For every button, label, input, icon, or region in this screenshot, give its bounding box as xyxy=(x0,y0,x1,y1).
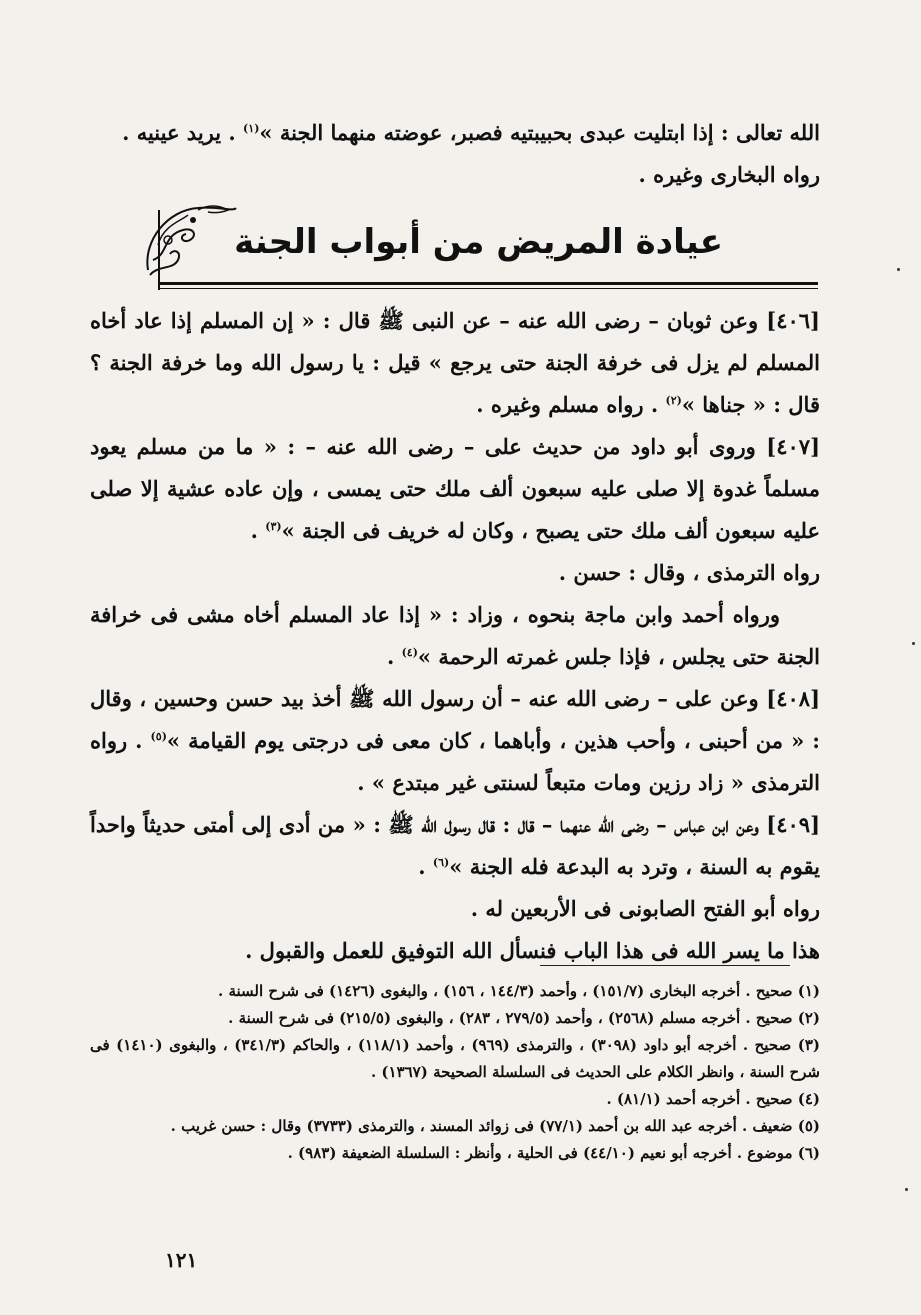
footnote-6: (٦) موضوع . أخرجه أبو نعيم (٤٤/١٠) فى الحلية ، وأنظر : السلسلة الضعيفة (٩٨٣) . xyxy=(287,1144,820,1162)
hadith-quote: من أحبنى ، وأحب هذين ، وأباهما ، كان معى فى درجتى يوم القيامة xyxy=(188,728,784,753)
hadith-quote: من أدى إلى أمتى حديثاً واحداً يقوم به السنة ، وترد به البدعة فله الجنة xyxy=(90,812,820,879)
main-text xyxy=(90,300,820,972)
chapter-heading xyxy=(138,200,818,296)
heading-frame-left-line xyxy=(158,210,160,290)
intro-line-2: رواه البخارى وغيره . xyxy=(638,162,820,187)
hadith-text: . رواه مسلم وغيره . xyxy=(476,392,659,417)
hadith-407 xyxy=(90,426,820,552)
footnote-3: (٣) صحيح . أخرجه أبو داود (٣٠٩٨) ، والترمذى (٩٦٩) ، وأحمد (١١٨/١) ، والحاكم (٣٤١/٣) ، والبغوى (١٤١٠) فى شرح السنة ، وانظر الكلام على الحديث فى السلسلة الصحيحة (١٣٦٧) . xyxy=(90,1036,821,1081)
intro-line-1 xyxy=(90,112,820,154)
hadith-text: . xyxy=(418,854,426,879)
hadith-407-addition xyxy=(90,594,820,678)
heading-underline-thin xyxy=(158,288,818,289)
hadith-text: » xyxy=(281,518,295,543)
hadith-text: وروى أبو داود من حديث على – رضى الله عنه – : « xyxy=(263,434,756,459)
hadith-number: [٤٠٨] xyxy=(766,686,821,711)
hadith-408 xyxy=(90,678,820,804)
hadith-text: » xyxy=(417,644,432,669)
hadith-406 xyxy=(90,300,820,426)
hadith-quote: إن المسلم إذا عاد أخاه المسلم لم يزل فى خرفة الجنة حتى يرجع xyxy=(90,308,821,375)
footnote-5: (٥) ضعيف . أخرجه عبد الله بن أحمد (٧٧/١) فى زوائد المسند ، والترمذى (٣٧٣٣) وقال : حسن غريب . xyxy=(170,1117,820,1135)
scan-speck xyxy=(912,642,915,645)
hadith-quote: ما من مسلم يعود مسلماً غدوة إلا صلى عليه سبعون ألف ملك حتى يمسى ، وإن عاده عشية إلا صلى عليه سبعون ألف ملك حتى يصبح ، وكان له خريف فى الجنة xyxy=(90,434,820,543)
scan-speck xyxy=(905,1188,908,1191)
hadith-text: ورواه أحمد وابن ماجة بنحوه ، وزاد : « xyxy=(428,602,780,627)
chapter-title: عيادة المريض من أبواب الجنة xyxy=(234,222,723,262)
footnote-4: (٤) صحيح . أخرجه أحمد (٨١/١) . xyxy=(606,1090,820,1108)
hadith-number: [٤٠٩] xyxy=(766,812,820,837)
footnote-ref[interactable]: (٢) xyxy=(665,394,682,407)
footnote-ref[interactable]: (٤) xyxy=(401,646,418,659)
hadith-quote: زاد رزين ومات متبعاً لسنتى غير مبتدع xyxy=(392,770,724,795)
hadith-text: » xyxy=(449,854,463,879)
footnote-ref[interactable]: (٦) xyxy=(432,856,450,869)
hadith-409 xyxy=(90,804,820,888)
hadith-number: [٤٠٧] xyxy=(766,434,820,459)
hadith-quote: إذا عاد المسلم أخاه مشى فى خرافة الجنة حتى يجلس ، فإذا جلس غمرته الرحمة xyxy=(90,602,820,669)
hadith-text: » xyxy=(681,392,695,417)
closing-line: هذا ما يسر الله فى هذا الباب فنسأل الله التوفيق للعمل والقبول . xyxy=(245,938,820,963)
hadith-409-source: رواه أبو الفتح الصابونى فى الأربعين له . xyxy=(470,896,820,921)
hadith-text: وعن ابن عباس – رضى الله عنهما – قال : قال رسول الله ﷺ : « xyxy=(352,812,759,837)
hadith-text: » xyxy=(166,728,181,753)
intro-line-1-rest: . يريد عينيه . xyxy=(122,120,236,145)
footnotes xyxy=(90,978,820,1167)
hadith-407-source: رواه الترمذى ، وقال : حسن . xyxy=(558,560,820,585)
scan-speck xyxy=(897,268,900,271)
hadith-text: وعن على – رضى الله عنه – أن رسول الله ﷺ أخذ بيد حسن وحسين ، وقال : « xyxy=(90,686,821,753)
page-number: ١٢١ xyxy=(165,1248,198,1272)
footnote-ref[interactable]: (١) xyxy=(243,122,260,135)
hadith-number: [٤٠٦] xyxy=(766,308,820,333)
footnote-divider xyxy=(540,965,790,966)
footnote-ref[interactable]: (٣) xyxy=(265,520,282,533)
hadith-text: . رواه الترمذى « xyxy=(90,728,820,795)
hadith-text: » . xyxy=(357,770,386,795)
footnote-1: (١) صحيح . أخرجه البخارى (١٥١/٧) ، وأحمد (١٤٤/٣ ، ١٥٦) ، والبغوى (١٤٢٦) فى شرح السنة . xyxy=(218,982,820,1000)
hadith-text: . xyxy=(250,518,258,543)
floral-ornament-icon xyxy=(138,200,238,280)
hadith-text: . xyxy=(386,644,395,669)
intro-block xyxy=(90,112,820,196)
intro-hadith-text: الله تعالى : إذا ابتليت عبدى بحبيبتيه فصبر، عوضته منهما الجنة » xyxy=(259,120,820,145)
hadith-quote: جناها xyxy=(702,392,746,417)
footnote-ref[interactable]: (٥) xyxy=(150,730,167,743)
hadith-text: وعن ثوبان – رضى الله عنه – عن النبى ﷺ قال : « xyxy=(301,308,759,333)
footnote-2: (٢) صحيح . أخرجه مسلم (٢٥٦٨) ، وأحمد (٢٧٩/٥ ، ٢٨٣) ، والبغوى (٢١٥/٥) فى شرح السنة . xyxy=(228,1009,820,1027)
hadith-text: » قيل : يا رسول الله وما خرفة الجنة ؟ قال : « xyxy=(90,350,820,417)
heading-underline-thick xyxy=(158,282,818,285)
